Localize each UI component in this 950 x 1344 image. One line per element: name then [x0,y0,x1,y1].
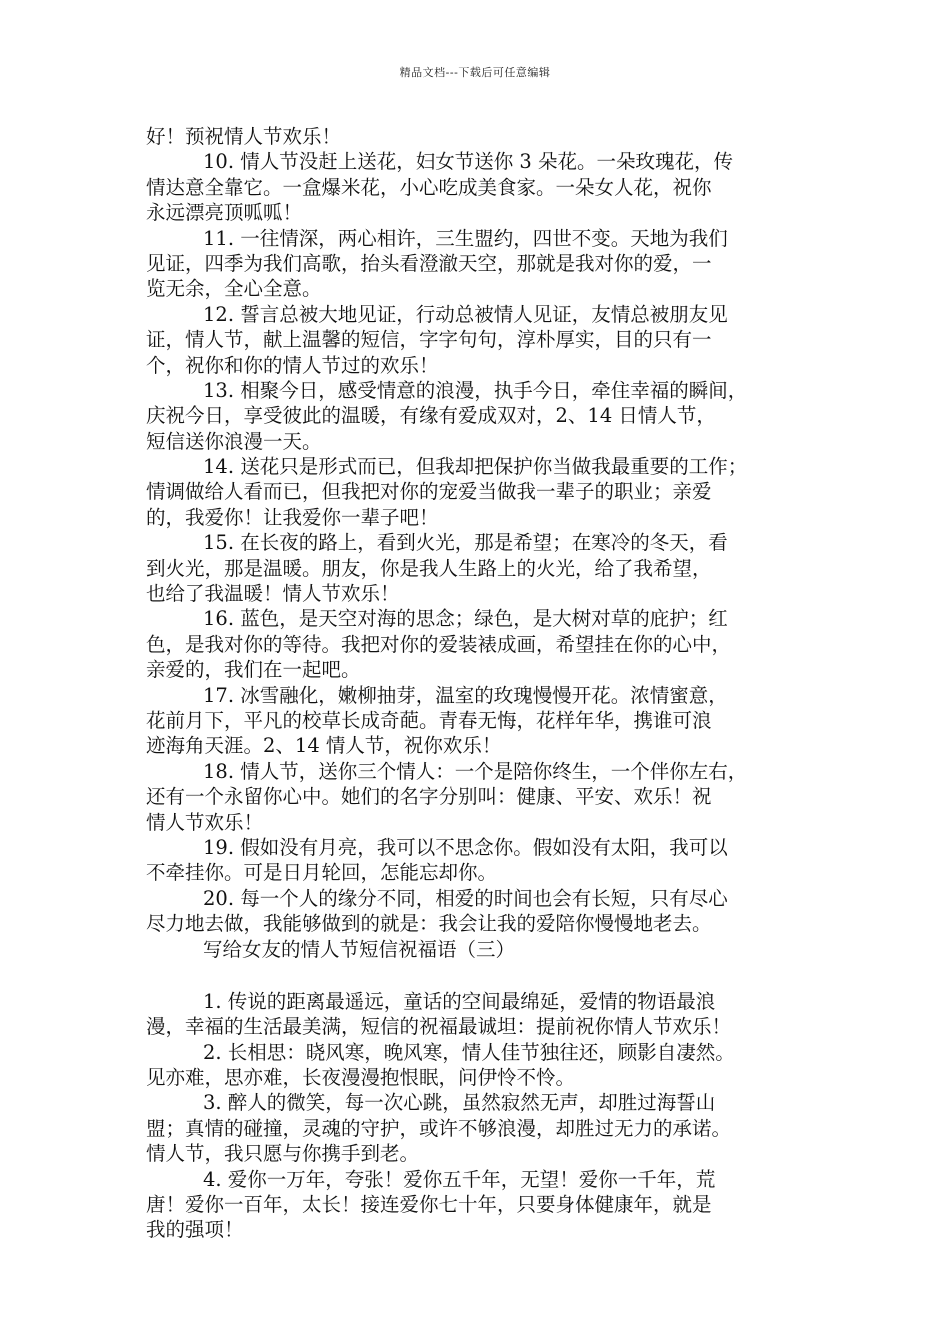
text-line: 情人节欢乐！ [146,810,264,834]
text-line: 12. 誓言总被大地见证，行动总被情人见证，友情总被朋友见 [203,302,728,326]
text-line [146,962,814,989]
text-line: 19. 假如没有月亮，我可以不思念你。假如没有太阳，我可以 [203,835,728,859]
text-line: 庆祝今日，享受彼此的温暖，有缘有爱成双对，2、14 日情人节， [146,404,716,428]
paragraph [146,989,814,1040]
text-line: 情达意全靠它。一盒爆米花，小心吃成美食家。一朵女人花，祝你 [146,175,712,199]
text-line: 花前月下，平凡的校草长成奇葩。青春无悔，花样年华，携谁可浪 [146,708,712,732]
paragraph [146,226,814,302]
text-line: 览无余，全心全意。 [146,277,322,301]
text-line: 盟；真情的碰撞，灵魂的守护，或许不够浪漫，却胜过无力的承诺。 [146,1116,732,1140]
paragraph [146,149,814,225]
paragraph [146,1040,814,1091]
paragraph [146,124,814,149]
text-line: 我的强项！ [146,1218,244,1242]
text-line: 1. 传说的距离最遥远，童话的空间最绵延，爱情的物语最浪 [203,989,716,1013]
paragraph [146,606,814,682]
paragraph [146,530,814,606]
text-line: 短信送你浪漫一天。 [146,429,322,453]
text-line: 10. 情人节没赶上送花，妇女节送你 3 朵花。一朵玫瑰花，传 [203,150,734,174]
text-line: 好！预祝情人节欢乐！ [146,125,342,148]
paragraph [146,454,814,530]
page-header: 精品文档---下载后可任意编辑 [399,66,551,79]
text-line: 也给了我温暖！情人节欢乐！ [146,582,400,606]
paragraph [146,378,814,454]
text-line: 4. 爱你一万年，夸张！爱你五千年，无望！爱你一千年，荒 [203,1167,716,1191]
text-line: 2. 长相思：晓风寒，晚风寒，情人佳节独往还，顾影自凄然。 [203,1040,735,1064]
text-line: 色，是我对你的等待。我把对你的爱装裱成画，希望挂在你的心中， [146,632,732,656]
paragraph [146,302,814,378]
text-line: 情调做给人看而已，但我把对你的宠爱当做我一辈子的职业；亲爱 [146,480,712,504]
text-line: 3. 醉人的微笑，每一次心跳，虽然寂然无声，却胜过海誓山 [203,1091,716,1115]
paragraph [146,1090,814,1166]
text-line: 见证，四季为我们高歌，抬头看澄澈天空，那就是我对你的爱，一 [146,251,712,275]
text-line: 个，祝你和你的情人节过的欢乐！ [146,353,439,377]
text-line: 尽力地去做，我能够做到的就是：我会让我的爱陪你慢慢地老去。 [146,912,712,936]
text-line: 见亦难，思亦难，长夜漫漫抱恨眠，问伊怜不怜。 [146,1066,576,1090]
text-line: 17. 冰雪融化，嫩柳抽芽，温室的玫瑰慢慢开花。浓情蜜意， [203,683,728,707]
text-line: 13. 相聚今日，感受情意的浪漫，执手今日，牵住幸福的瞬间， [203,378,748,402]
text-line: 15. 在长夜的路上，看到火光，那是希望；在寒冷的冬天，看 [203,531,728,555]
text-line: 写给女友的情人节短信祝福语（三） [203,937,516,961]
paragraph [146,759,814,835]
paragraph [146,937,814,962]
paragraph [146,886,814,937]
text-line: 11. 一往情深，两心相许，三生盟约，四世不变。天地为我们 [203,226,728,250]
paragraph [146,683,814,759]
text-line: 证，情人节，献上温馨的短信，字字句句，淳朴厚实，目的只有一 [146,328,712,352]
text-line: 亲爱的，我们在一起吧。 [146,658,361,682]
paragraph [146,835,814,886]
paragraph [146,1167,814,1243]
text-line: 18. 情人节，送你三个情人：一个是陪你终生，一个伴你左右， [203,759,748,783]
text-line: 迹海角天涯。2、14 情人节，祝你欢乐！ [146,734,502,758]
text-line: 漫，幸福的生活最美满，短信的祝福最诚坦：提前祝你情人节欢乐！ [146,1015,732,1039]
blank-line [146,962,814,989]
text-line: 还有一个永留你心中。她们的名字分别叫：健康、平安、欢乐！祝 [146,785,712,809]
text-line: 到火光，那是温暖。朋友，你是我人生路上的火光，给了我希望， [146,556,712,580]
text-line: 20. 每一个人的缘分不同，相爱的时间也会有长短，只有尽心 [203,886,728,910]
text-line: 14. 送花只是形式而已，但我却把保护你当做我最重要的工作； [203,455,748,479]
text-line: 16. 蓝色，是天空对海的思念；绿色，是大树对草的庇护；红 [203,607,728,631]
text-line: 永远漂亮顶呱呱！ [146,201,303,225]
text-line: 不牵挂你。可是日月轮回，怎能忘却你。 [146,861,498,885]
text-line: 唐！爱你一百年，太长！接连爱你七十年，只要身体健康年，就是 [146,1193,712,1217]
text-line: 情人节，我只愿与你携手到老。 [146,1142,420,1166]
document-body [146,124,814,1243]
text-line: 的，我爱你！让我爱你一辈子吧！ [146,505,439,529]
